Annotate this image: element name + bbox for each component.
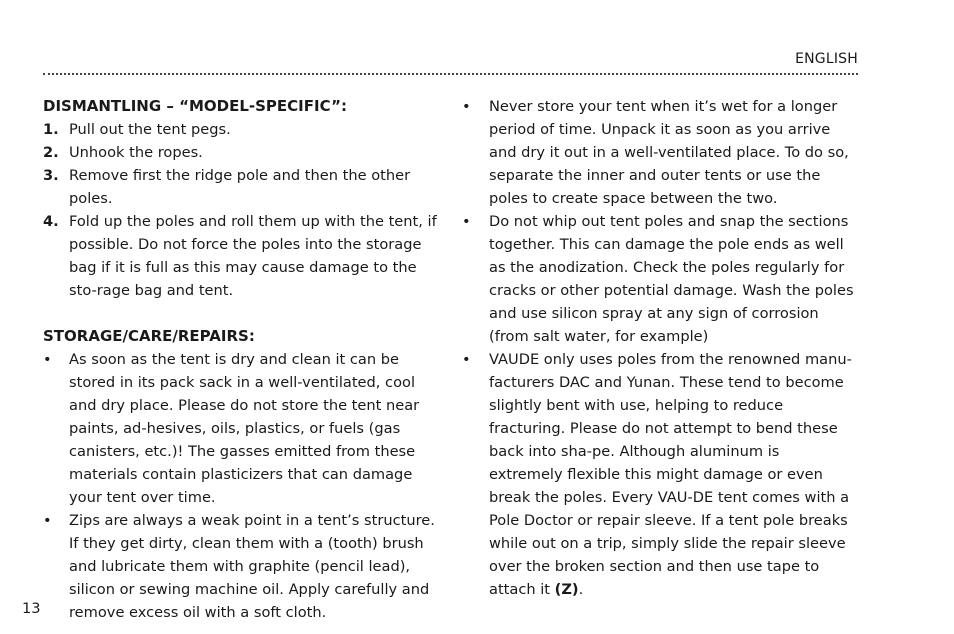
bullet-icon: • xyxy=(43,351,52,368)
list-item xyxy=(462,95,857,210)
sentence-end: . xyxy=(578,581,584,598)
storage-heading: STORAGE/CARE/REPAIRS: xyxy=(43,327,255,345)
dismantling-heading: DISMANTLING – “MODEL-SPECIFIC”: xyxy=(43,97,347,115)
list-item xyxy=(43,210,441,302)
list-item xyxy=(43,509,441,624)
dismantling-list xyxy=(43,118,441,302)
bullet-icon: • xyxy=(43,512,52,529)
item-number: 1. xyxy=(43,121,59,138)
bullet-icon: • xyxy=(462,213,471,230)
left-column xyxy=(43,95,441,624)
item-text: Fold up the poles and roll them up with the tent, if possible. Do not force the poles into the storage bag if it is full as this may cause damage to the sto-rage bag and tent. xyxy=(69,213,437,299)
list-item xyxy=(43,141,441,164)
item-text: Zips are always a weak point in a tent’s structure. If they get dirty, clean them with a (tooth) brush and lubricate them with graphite (pencil lead), silicon or sewing machine oil. Apply carefully and remove excess oil with a soft cloth. xyxy=(69,512,435,621)
item-text: Pull out the tent pegs. xyxy=(69,121,231,138)
storage-list xyxy=(43,348,441,624)
dotted-divider xyxy=(43,73,858,75)
item-text: Unhook the ropes. xyxy=(69,144,203,161)
figure-reference: (Z) xyxy=(554,581,579,598)
care-list xyxy=(462,95,857,601)
item-text: Do not whip out tent poles and snap the sections together. This can damage the pole ends as well as the anodization. Check the poles regularly for cracks or other potential damage. Wash the poles and use silicon spray at any sign of corrosion (from salt water, for example) xyxy=(489,213,854,345)
bullet-icon: • xyxy=(462,351,471,368)
item-text: Remove first the ridge pole and then the other poles. xyxy=(69,167,411,207)
page-number: 13 xyxy=(22,600,41,617)
list-item xyxy=(43,164,441,210)
list-item xyxy=(462,348,857,601)
item-number: 3. xyxy=(43,167,59,184)
right-column xyxy=(462,95,857,601)
bullet-icon: • xyxy=(462,98,471,115)
item-text: Never store your tent when it’s wet for a longer period of time. Unpack it as soon as you arrive and dry it out in a well-ventilated place. To do so, separate the inner and outer tents or use the poles to create space between the two. xyxy=(489,98,849,207)
item-text: As soon as the tent is dry and clean it can be stored in its pack sack in a well-ventilated, cool and dry place. Please do not store the tent near paints, ad-hesives, oils, plastics, or fuels (gas canisters, etc.)! The gasses emitted from these materials contain plasticizers that can damage your tent over time. xyxy=(69,351,420,506)
language-label: ENGLISH xyxy=(795,51,858,67)
item-number: 2. xyxy=(43,144,59,161)
list-item xyxy=(43,348,441,509)
item-text: VAUDE only uses poles from the renowned manu-facturers DAC and Yunan. These tend to become slightly bent with use, helping to reduce fracturing. Please do not attempt to bend these back into sha-pe. Although aluminum is extremely flexible this might damage or even break the poles. Every VAU-DE tent comes with a Pole Doctor or repair sleeve. If a tent pole breaks while out on a trip, simply slide the repair sleeve over the broken section and then use tape to attach it xyxy=(489,351,852,598)
list-item xyxy=(43,118,441,141)
item-number: 4. xyxy=(43,213,59,230)
list-item xyxy=(462,210,857,348)
